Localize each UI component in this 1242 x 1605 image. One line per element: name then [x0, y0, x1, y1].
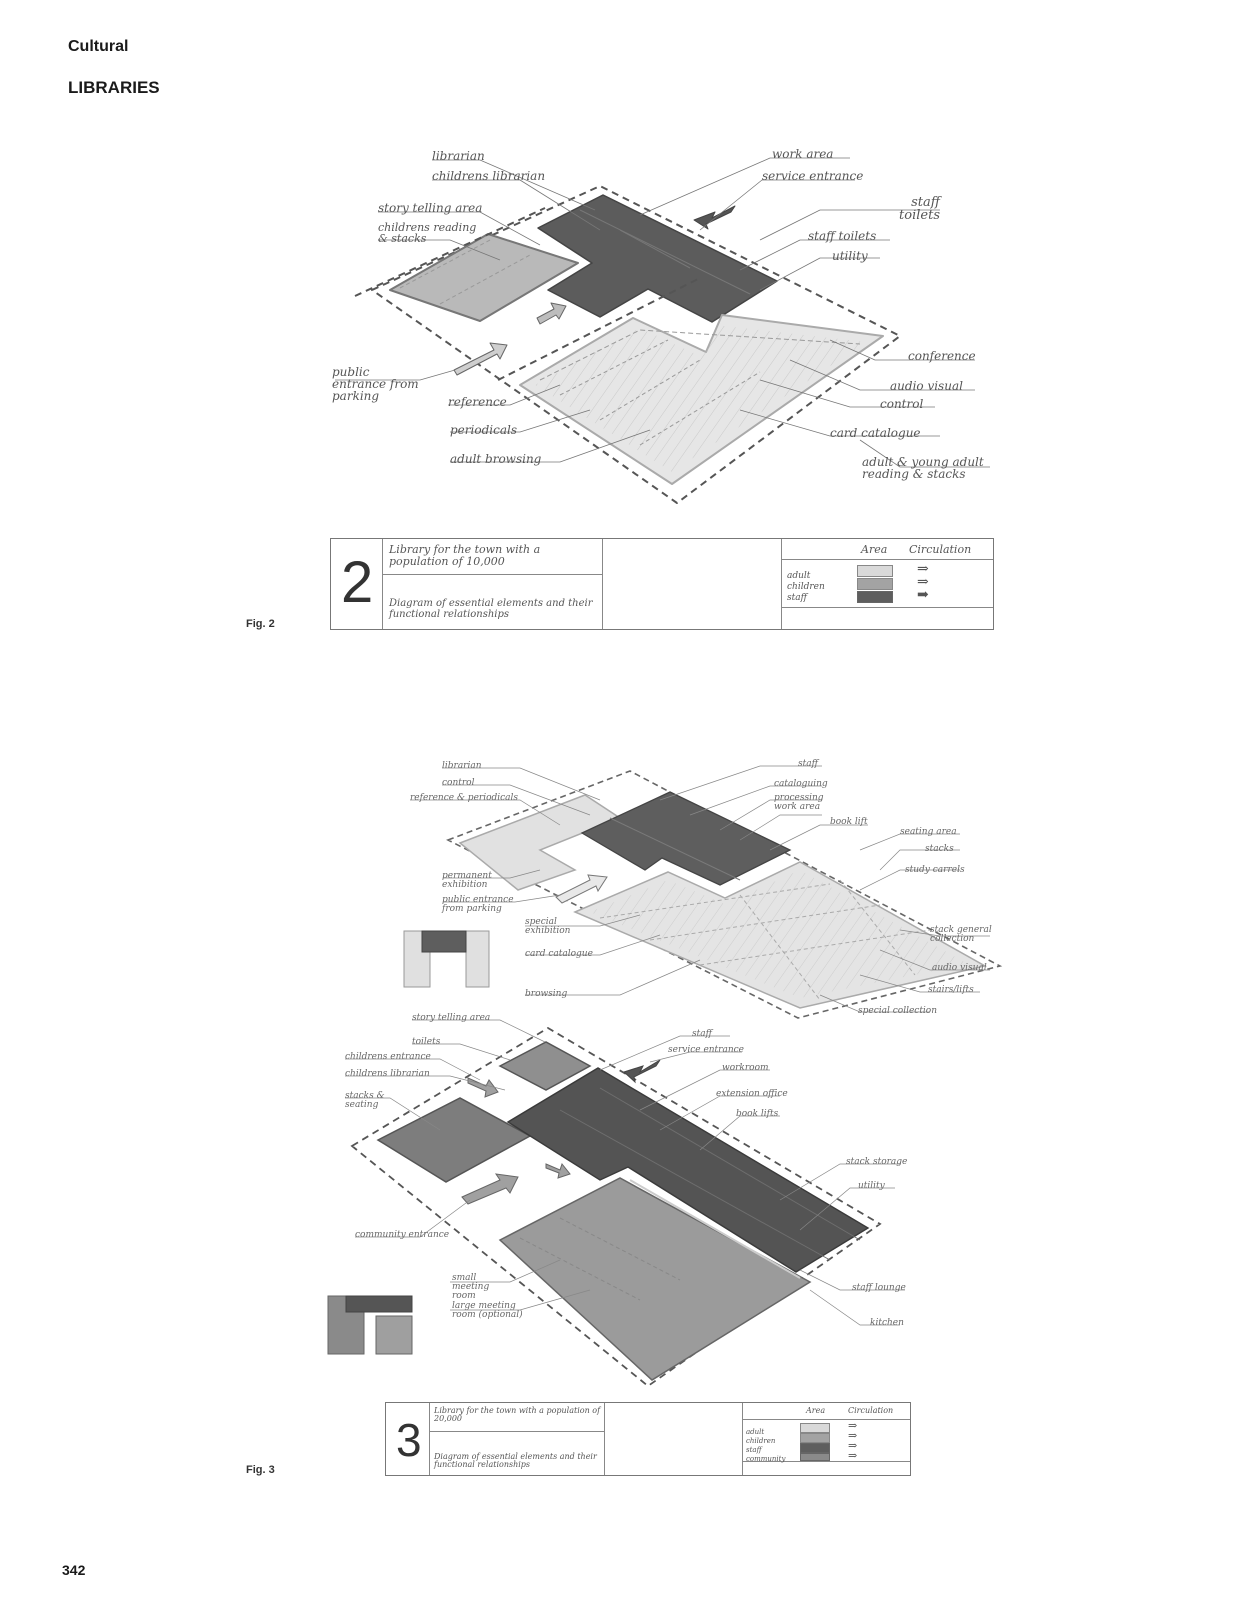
fig3l-children-area	[378, 1098, 530, 1182]
label-f3u-seating: seating area	[900, 827, 957, 837]
label-f3u-public-entrance: public entrance from parking	[442, 895, 514, 914]
fig3u-staff-area	[582, 792, 790, 885]
fig2-swatch-adult	[857, 565, 893, 577]
label-periodicals: periodicals	[450, 423, 517, 437]
label-conference: conference	[908, 349, 976, 363]
label-f3l-community-entrance: community entrance	[355, 1230, 450, 1240]
fig2-public-entrance-arrow	[454, 343, 507, 375]
label-f3u-stairs: stairs/lifts	[928, 985, 974, 995]
fig2-legend-row-adult: adult	[787, 571, 811, 581]
fig3-number: 3	[396, 1414, 422, 1466]
label-f3u-permanent: permanent exhibition	[442, 871, 492, 890]
fig3-upper-plan	[410, 766, 1000, 1018]
label-staff-toilets-top: staff toilets	[899, 195, 940, 223]
label-public-entrance: public entrance from parking	[332, 365, 419, 403]
fig2-legend	[330, 538, 994, 630]
fig2-children-area	[390, 234, 578, 321]
fig3-legend-row-children: children	[746, 1437, 776, 1445]
label-control: control	[880, 397, 924, 411]
label-story-telling: story telling area	[378, 201, 483, 215]
label-audio-visual: audio visual	[890, 379, 963, 393]
label-f3l-stack-storage: stack storage	[846, 1157, 908, 1167]
fig3-legend-row-community: community	[746, 1455, 786, 1463]
label-f3l-large-meeting: large meeting room (optional)	[452, 1301, 523, 1320]
label-f3u-card-catalogue: card catalogue	[525, 949, 593, 959]
fig3-legend-line1: Library for the town with a population of 20,000	[434, 1406, 601, 1424]
label-f3u-reference: reference & periodicals	[410, 793, 519, 803]
label-f3l-kitchen: kitchen	[870, 1318, 904, 1328]
label-f3l-childrens-entrance: childrens entrance	[345, 1052, 431, 1062]
label-card-catalogue: card catalogue	[830, 426, 921, 440]
label-f3l-story-telling: story telling area	[412, 1013, 491, 1023]
fig2-circulation-arrow	[537, 303, 566, 324]
fig3-swatch-children	[800, 1433, 830, 1443]
label-f3l-utility: utility	[858, 1181, 885, 1191]
fig3-caption: Fig. 3	[246, 1464, 275, 1476]
label-childrens-reading: childrens reading & stacks	[378, 221, 477, 245]
fig3-legend-circ-head: Circulation	[848, 1406, 894, 1415]
fig3-legend	[385, 1402, 911, 1476]
label-work-area: work area	[772, 147, 834, 161]
label-f3l-small-meeting: small meeting room	[452, 1273, 490, 1301]
label-f3u-special-collection: special collection	[858, 1006, 938, 1016]
section-label: Cultural	[68, 38, 129, 55]
label-f3u-book-lift: book lift	[830, 817, 868, 827]
fig2-legend-row-staff: staff	[787, 593, 807, 603]
fig2-service-entrance-arrow	[694, 206, 735, 229]
label-f3u-control: control	[442, 778, 475, 788]
fig3l-community-entrance-arrow	[462, 1174, 518, 1204]
label-adult-young: adult & young adult reading & stacks	[862, 455, 984, 481]
label-f3u-audio-visual: audio visual	[932, 963, 987, 973]
fig2-circ-arrows-icon: ⇒ ⇒ ➡	[917, 561, 929, 603]
label-staff-toilets: staff toilets	[808, 229, 877, 243]
fig3-legend-area-head: Area	[806, 1406, 826, 1415]
label-f3u-processing: processing work area	[774, 793, 824, 812]
label-reference: reference	[448, 395, 507, 409]
label-f3l-stacks-seating: stacks & seating	[345, 1091, 385, 1110]
fig2-legend-line2: Diagram of essential elements and their functional relationships	[389, 598, 593, 620]
fig3l-service-entrance-arrow	[624, 1060, 660, 1082]
label-f3l-childrens-librarian: childrens librarian	[345, 1069, 430, 1079]
fig3-swatch-adult	[800, 1423, 830, 1433]
fig2-number: 2	[341, 550, 374, 615]
fig3-upper-key	[404, 931, 489, 987]
fig2-swatch-children	[857, 578, 893, 590]
label-adult-browsing: adult browsing	[450, 452, 542, 466]
fig2-swatch-staff	[857, 591, 893, 603]
label-f3l-staff: staff	[692, 1029, 712, 1039]
label-f3u-cataloguing: cataloguing	[774, 779, 828, 789]
label-f3l-extension-office: extension office	[716, 1089, 788, 1099]
label-f3u-stacks: stacks	[925, 844, 954, 854]
fig2-legend-line1: Library for the town with a population of 10,000	[389, 543, 541, 568]
label-f3u-stack-general: stack general collection	[930, 925, 992, 944]
fig3l-childrens-entrance-arrow	[468, 1078, 498, 1097]
fig3-circ-arrows-icon: ⇒ ⇒ ⇒ ⇒	[848, 1419, 858, 1462]
fig3-swatch-community	[800, 1453, 830, 1461]
fig3-legend-row-adult: adult	[746, 1428, 765, 1436]
label-f3u-librarian: librarian	[442, 761, 482, 771]
fig3-legend-row-staff: staff	[746, 1446, 762, 1454]
label-f3l-toilets: toilets	[412, 1037, 441, 1047]
label-f3l-staff-lounge: staff lounge	[852, 1283, 906, 1293]
label-utility: utility	[832, 249, 868, 263]
label-librarian: librarian	[432, 149, 485, 163]
label-f3u-special-exhibition: special exhibition	[525, 917, 571, 936]
fig3-swatch-staff	[800, 1443, 830, 1453]
fig2-legend-row-children: children	[787, 582, 825, 592]
label-f3u-browsing: browsing	[525, 989, 568, 999]
label-f3u-carrels: study carrels	[905, 865, 965, 875]
label-service-entrance: service entrance	[762, 169, 864, 183]
label-f3l-workroom: workroom	[722, 1063, 769, 1073]
fig3l-circulation-arrow	[546, 1164, 570, 1178]
fig2-legend-area-head: Area	[861, 543, 888, 556]
fig2-caption: Fig. 2	[246, 618, 275, 630]
label-f3u-staff: staff	[798, 759, 818, 769]
label-childrens-librarian: childrens librarian	[432, 169, 546, 183]
fig2-legend-circ-head: Circulation	[909, 543, 972, 556]
fig3u-public-entrance-arrow	[556, 875, 607, 903]
fig3-legend-line2: Diagram of essential elements and their functional relationships	[434, 1452, 597, 1470]
page-title: LIBRARIES	[68, 78, 160, 97]
page-number: 342	[62, 1562, 86, 1578]
label-f3l-service-entrance: service entrance	[668, 1045, 745, 1055]
fig3-lower-key	[328, 1296, 412, 1354]
label-f3l-book-lifts: book lifts	[736, 1109, 779, 1119]
